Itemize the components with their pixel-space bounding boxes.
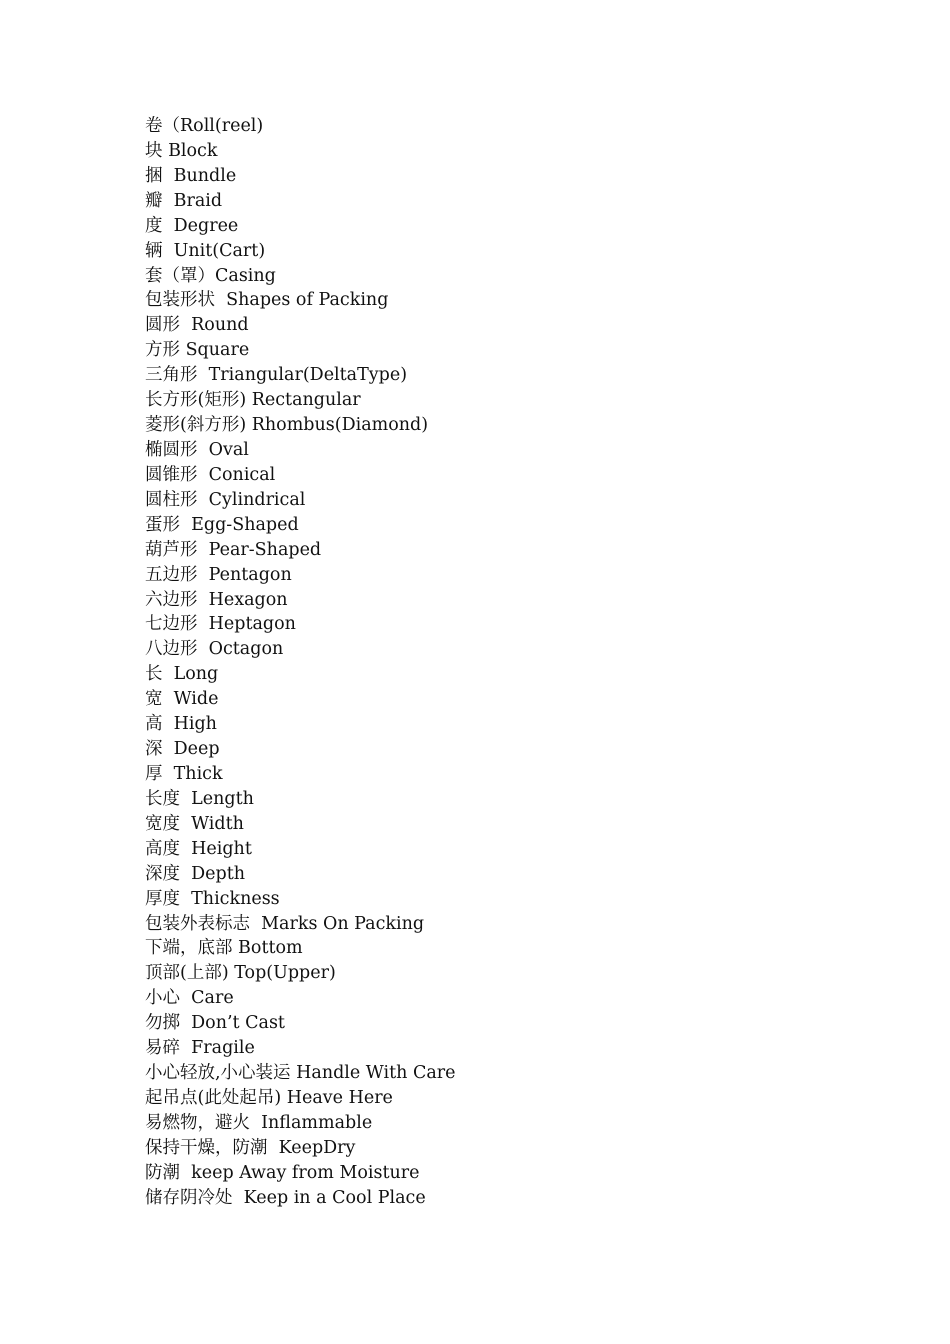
term-line: 高 High bbox=[145, 714, 217, 735]
term-line: 卷（Roll(reel) bbox=[145, 116, 264, 136]
term-line: 小心轻放,小心装运 Handle With Care bbox=[145, 1063, 456, 1084]
term-line: 保持干燥，防潮 KeepDry bbox=[145, 1137, 356, 1158]
term-line: 六边形 Hexagon bbox=[145, 589, 288, 610]
term-line: 防潮 keep Away from Moisture bbox=[145, 1162, 420, 1183]
term-line: 菱形(斜方形) Rhombus(Diamond) bbox=[145, 415, 429, 436]
term-line: 储存阴冷处 Keep in a Cool Place bbox=[145, 1187, 426, 1208]
term-line: 深 Deep bbox=[145, 739, 220, 760]
term-line: 易燃物，避火 Inflammable bbox=[145, 1112, 373, 1133]
term-line: 七边形 Heptagon bbox=[145, 614, 296, 635]
term-line: 宽度 Width bbox=[145, 813, 244, 834]
term-line: 宽 Wide bbox=[145, 689, 219, 710]
term-line: 顶部(上部) Top(Upper) bbox=[145, 963, 336, 984]
term-line: 圆形 Round bbox=[145, 315, 249, 336]
term-line: 五边形 Pentagon bbox=[145, 564, 292, 585]
term-line: 椭圆形 Oval bbox=[145, 439, 249, 460]
term-line: 三角形 Triangular(DeltaType) bbox=[145, 365, 408, 386]
term-line: 长方形(矩形) Rectangular bbox=[145, 390, 361, 411]
term-line: 小心 Care bbox=[145, 988, 234, 1009]
term-line: 长度 Length bbox=[145, 788, 254, 809]
term-list bbox=[145, 114, 456, 1211]
term-line: 起吊点(此处起吊) Heave Here bbox=[145, 1087, 393, 1108]
term-line: 葫芦形 Pear-Shaped bbox=[145, 539, 322, 560]
term-line: 圆柱形 Cylindrical bbox=[145, 489, 306, 510]
term-line: 包装外表标志 Marks On Packing bbox=[145, 913, 425, 934]
term-line: 瓣 Braid bbox=[145, 190, 223, 211]
term-line: 易碎 Fragile bbox=[145, 1038, 255, 1059]
term-line: 捆 Bundle bbox=[145, 165, 237, 186]
term-line: 厚 Thick bbox=[145, 763, 223, 784]
term-line: 蛋形 Egg-Shaped bbox=[145, 514, 299, 535]
term-line: 高度 Height bbox=[145, 838, 252, 859]
term-line: 勿掷 Don’t Cast bbox=[145, 1013, 285, 1034]
term-line: 块 Block bbox=[145, 140, 218, 161]
term-line: 厚度 Thickness bbox=[145, 888, 280, 909]
term-line: 深度 Depth bbox=[145, 863, 246, 884]
term-line: 长 Long bbox=[145, 664, 219, 685]
term-line: 方形 Square bbox=[145, 340, 250, 361]
term-line: 八边形 Octagon bbox=[145, 639, 284, 660]
term-line: 套（罩）Casing bbox=[145, 265, 276, 286]
term-line: 辆 Unit(Cart) bbox=[145, 240, 266, 261]
term-line: 圆锥形 Conical bbox=[145, 464, 276, 485]
term-line: 下端，底部 Bottom bbox=[145, 938, 303, 959]
term-line: 包装形状 Shapes of Packing bbox=[145, 290, 389, 311]
term-line: 度 Degree bbox=[145, 215, 239, 236]
